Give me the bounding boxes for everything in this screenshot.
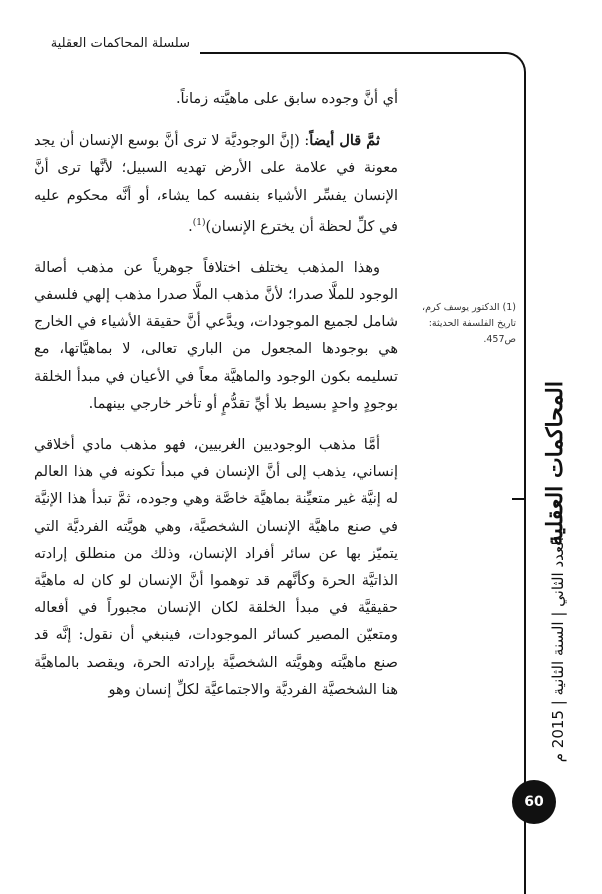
paragraph-1: أي أنَّ وجوده سابق على ماهيَّته زماناً. bbox=[175, 91, 398, 107]
paragraph-2 bbox=[34, 127, 398, 241]
issue-info-text: العدد الثاني | السنة الثانية | 2015 م bbox=[549, 537, 567, 763]
body-text bbox=[34, 86, 398, 704]
journal-logo bbox=[534, 380, 576, 546]
page-number-badge: 60 bbox=[512, 780, 556, 824]
paragraph-2-body: : (إنَّ الوجوديَّة لا ترى أنَّ بوسع الإنسان أن يجد معونة في علامة على الأرض تهديه السبيل؛ لأنَّها ترى أنَّ الإنسان يفسِّر الأشياء بنفسه كما يشاء، أو أنَّه محكوم عليه في كلِّ لحظة أن يخترع الإنسان) bbox=[34, 133, 398, 235]
paragraph-3: وهذا المذهب يختلف اختلافاً جوهرياً عن مذهب أصالة الوجود للملَّا صدرا؛ لأنَّ مذهب الملَّا صدرا مذهب إلهي فلسفي شامل لجميع الموجودات، ويدَّعي أنَّ حقيقة الأشياء في الخارج هي بوجودها المجعول من الباري تعالى، لا بماهيَّاتها، مع تسليمه بكون الوجود والماهيَّة معاً في الأعيان في مبدأ الخلقة بوجودٍ واحدٍ بسيط بلا أيِّ تقدُّمٍ أو تأخر خارجي بينهما. bbox=[34, 259, 398, 412]
margin-rule bbox=[524, 496, 526, 894]
issue-info bbox=[540, 516, 576, 784]
paragraph-2-lead: ثمَّ قال أيضاً bbox=[309, 132, 380, 150]
paragraph-4: أمَّا مذهب الوجوديين الغربيين، فهو مذهب مادي أخلاقي إنساني، يذهب إلى أنَّ الإنسان في مبدأ تكونه في هذا العالم له إنيَّة غير متعيِّنة بماهيَّة خاصَّة وهي وجوده، ثمَّ تبدأ هذا الإنيَّة في صنع ماهيَّة الإنسان الشخصيَّة، وهي هويَّته الفرديَّة التي يتميّز بها عن سائر أفراد الإنسان، وذلك من منطلق إرادته الذاتيَّة الحرة وكأنَّهم قد توهموا أنَّ الإنسان لو كان له ماهيَّة حقيقيَّة في مبدأ الخلقة لكان الإنسان مجبوراً في أفعاله ومتعيّن المصير كسائر الموجودات، فينبغي أن نقول: إنَّه قد صنع ماهيَّته وهويَّته الشخصيَّة بإرادته الحرة، ويقصد بالماهيَّة هنا الشخصيَّة الفرديَّة والاجتماعيَّة لكلِّ إنسان وهو bbox=[34, 437, 398, 698]
paragraph-2-end: . bbox=[188, 218, 193, 235]
footnote-ref-1[interactable]: (1) bbox=[192, 217, 206, 228]
series-title: سلسلة المحاكمات العقلية bbox=[50, 36, 190, 51]
journal-logo-text: المحاكمات العقلية bbox=[542, 380, 568, 546]
footnote-1: (1) الدكتور يوسف كرم، تاريخ الفلسفة الحديثة: ص457. bbox=[422, 302, 516, 345]
